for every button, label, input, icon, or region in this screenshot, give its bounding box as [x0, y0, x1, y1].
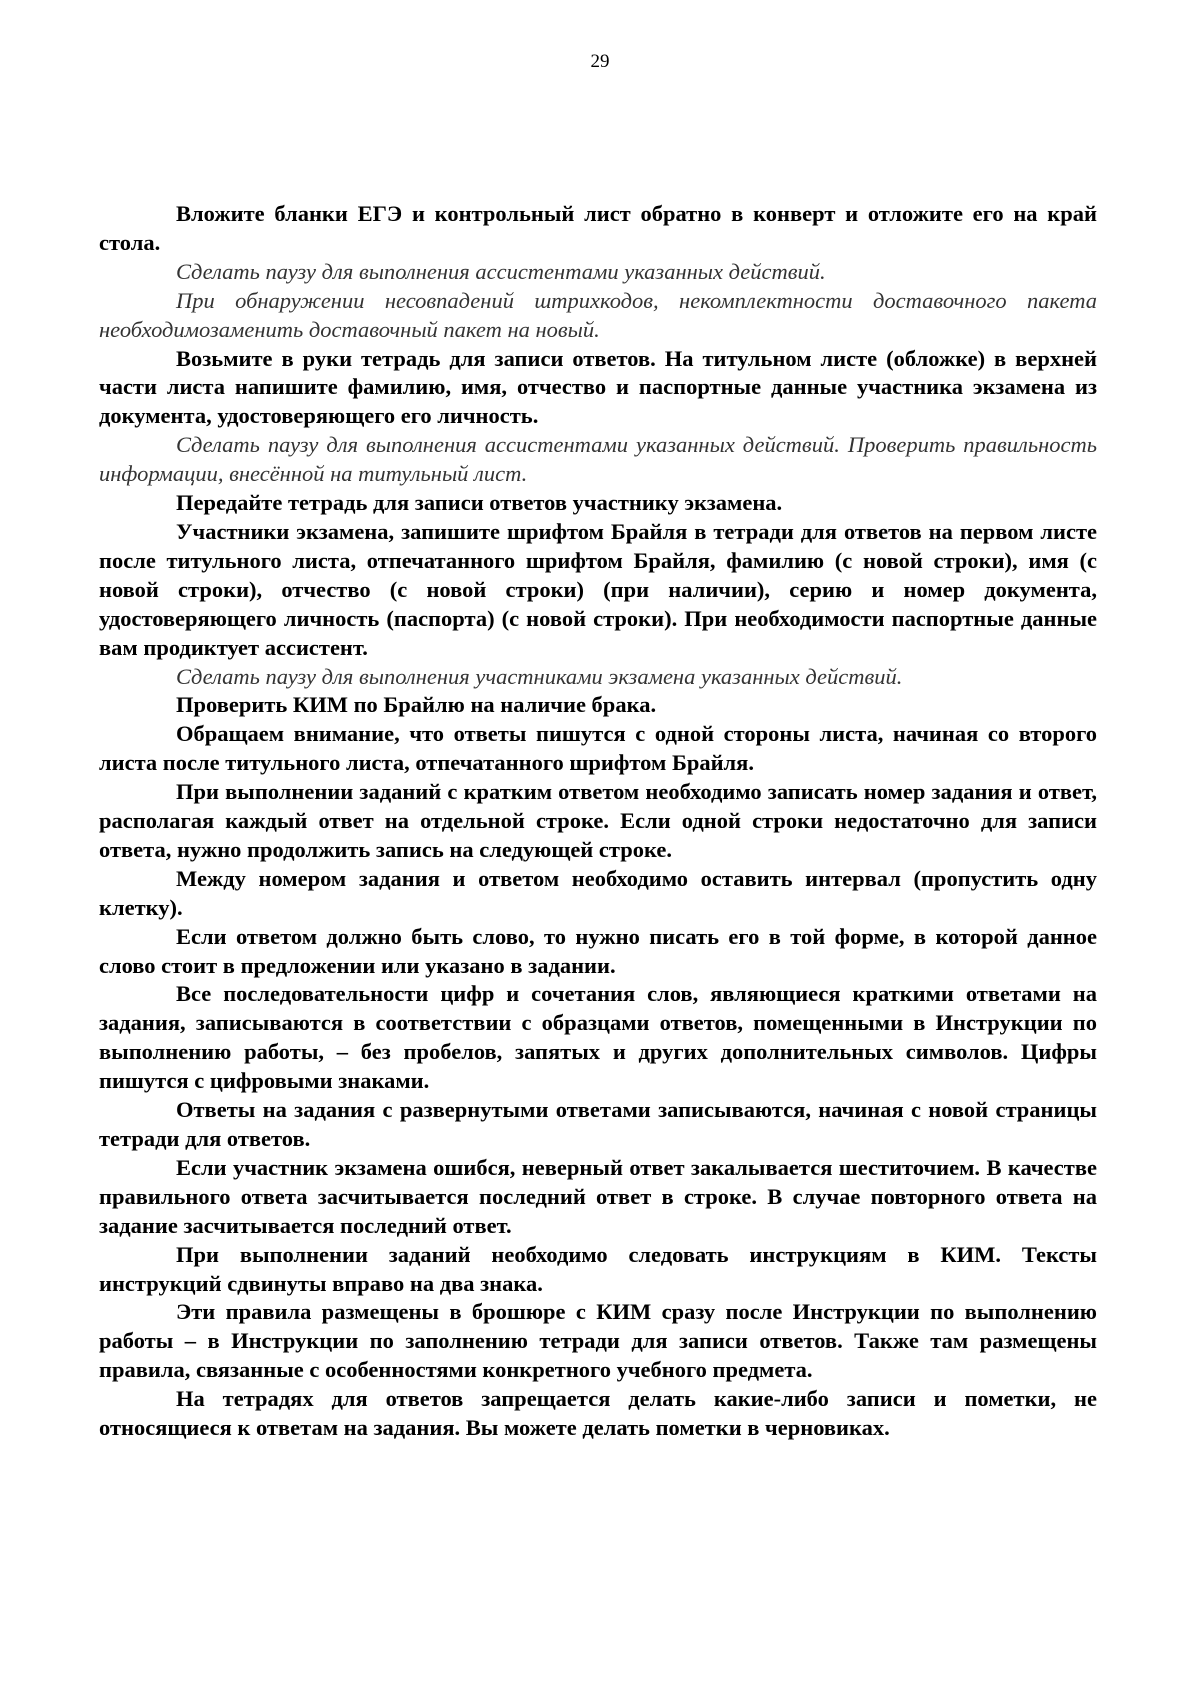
paragraph-18: Эти правила размещены в брошюре с КИМ сразу после Инструкции по выполнению работы – в Инструкции по заполнению тетради для записи ответов. Также там размещены правила, связанные с особенностями конкретного учебного предмета.: [99, 1299, 1097, 1383]
document-body: [99, 200, 1097, 1443]
paragraph-16: Если участник экзамена ошибся, неверный ответ закалывается шеститочием. В качестве правильного ответа засчитывается последний ответ в строке. В случае повторного ответа на задание засчитывается последний ответ.: [99, 1154, 1097, 1238]
paragraph-12: Между номером задания и ответом необходимо оставить интервал (пропустить одну клетку).: [99, 865, 1097, 920]
paragraph-14: Все последовательности цифр и сочетания слов, являющиеся краткими ответами на задания, записываются в соответствии с образцами ответов, помещенными в Инструкции по выполнению работы, – без пробелов, запятых и других дополнительных символов. Цифры пишутся с цифровыми знаками.: [99, 981, 1097, 1094]
paragraph-10: Обращаем внимание, что ответы пишутся с одной стороны листа, начиная со второго листа после титульного листа, отпечатанного шрифтом Брайля.: [99, 721, 1097, 776]
paragraph-8: Сделать паузу для выполнения участниками экзамена указанных действий.: [176, 663, 903, 689]
page-number: 29: [590, 51, 610, 72]
paragraph-11: При выполнении заданий с кратким ответом необходимо записать номер задания и ответ, располагая каждый ответ на отдельной строке. Если одной строки недостаточно для записи ответа, нужно продолжить запись на следующей строке.: [99, 779, 1097, 862]
paragraph-1: Вложите бланки ЕГЭ и контрольный лист обратно в конверт и отложите его на край стола.: [99, 201, 1097, 255]
paragraph-17: При выполнении заданий необходимо следовать инструкциям в КИМ. Тексты инструкций сдвинуты вправо на два знака.: [99, 1241, 1097, 1296]
paragraph-19: На тетрадях для ответов запрещается делать какие-либо записи и пометки, не относящиеся к ответам на задания. Вы можете делать пометки в черновиках.: [99, 1386, 1097, 1441]
paragraph-13: Если ответом должно быть слово, то нужно писать его в той форме, в которой данное слово стоит в предложении или указано в задании.: [99, 923, 1097, 978]
paragraph-9: Проверить КИМ по Брайлю на наличие брака.: [176, 692, 657, 718]
paragraph-15: Ответы на задания с развернутыми ответами записываются, начиная с новой страницы тетради для ответов.: [99, 1097, 1097, 1151]
paragraph-5: Сделать паузу для выполнения ассистентами указанных действий. Проверить правильность информации, внесённой на титульный лист.: [99, 432, 1097, 487]
paragraph-7: Участники экзамена, запишите шрифтом Брайля в тетради для ответов на первом листе после титульного листа, отпечатанного шрифтом Брайля, фамилию (с новой строки), имя (с новой строки), отчество (с новой строки) (при наличии), серию и номер документа, удостоверяющего личность (паспорта) (с новой строки). При необходимости паспортные данные вам продиктует ассистент.: [99, 518, 1097, 660]
paragraph-4: Возьмите в руки тетрадь для записи ответов. На титульном листе (обложке) в верхней части листа напишите фамилию, имя, отчество и паспортные данные участника экзамена из документа, удостоверяющего его личность.: [99, 345, 1097, 429]
paragraph-2: Сделать паузу для выполнения ассистентами указанных действий.: [176, 258, 826, 284]
paragraph-3: При обнаружении несовпадений штрихкодов, некомплектности доставочного пакета необходимозаменить доставочный пакет на новый.: [99, 287, 1097, 342]
paragraph-6: Передайте тетрадь для записи ответов участнику экзамена.: [176, 490, 783, 516]
